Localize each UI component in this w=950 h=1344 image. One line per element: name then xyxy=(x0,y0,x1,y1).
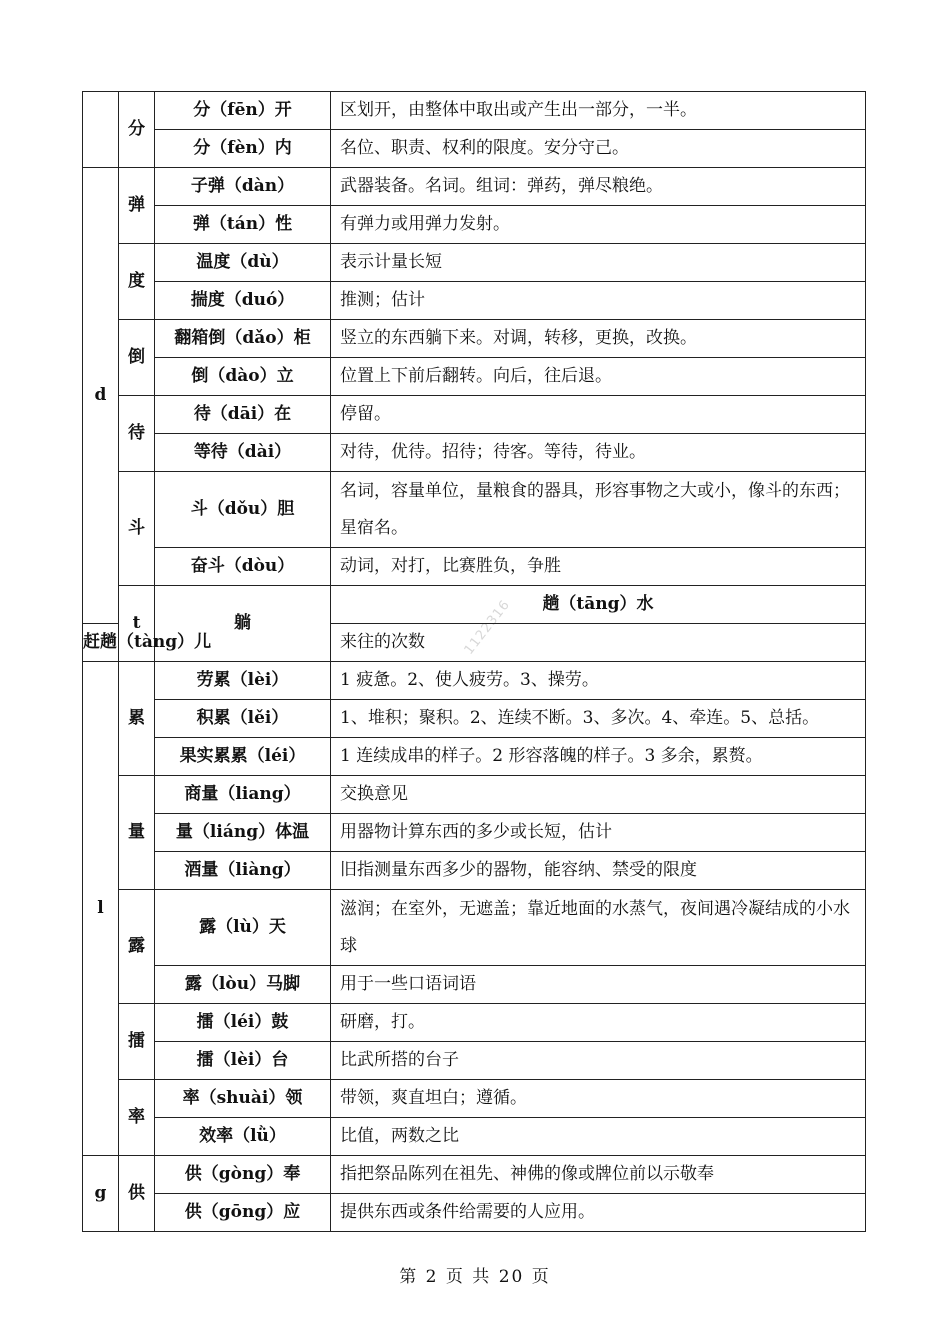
definition-cell: 竖立的东西躺下来。对调，转移，更换，改换。 xyxy=(331,320,866,358)
definition-cell: 1 疲惫。2、使人疲劳。3、操劳。 xyxy=(331,662,866,700)
word-cell: 商量（liang） xyxy=(155,776,331,814)
definition-cell: 1、堆积；聚积。2、连续不断。3、多次。4、牵连。5、总括。 xyxy=(331,700,866,738)
table-row xyxy=(83,700,866,738)
word-cell: 露（lòu）马脚 xyxy=(155,966,331,1004)
char-cell: 露 xyxy=(119,890,155,1004)
char-cell: 斗 xyxy=(119,472,155,586)
definition-cell: 指把祭品陈列在祖先、神佛的像或牌位前以示敬奉 xyxy=(331,1156,866,1194)
definition-cell: 交换意见 xyxy=(331,776,866,814)
letter-cell: d xyxy=(83,168,119,624)
table-row xyxy=(83,358,866,396)
word-cell: 擂（léi）鼓 xyxy=(155,1004,331,1042)
char-cell: 率 xyxy=(119,1080,155,1156)
table-row xyxy=(83,1194,866,1232)
word-cell: 赶趟（tàng）儿 xyxy=(83,624,119,662)
table-row xyxy=(83,890,866,966)
char-cell: 倒 xyxy=(119,320,155,396)
table-row xyxy=(83,586,866,624)
word-cell: 供（gōng）应 xyxy=(155,1194,331,1232)
char-cell: 度 xyxy=(119,244,155,320)
definition-cell: 比值，两数之比 xyxy=(331,1118,866,1156)
definition-cell: 比武所搭的台子 xyxy=(331,1042,866,1080)
word-cell: 露（lù）天 xyxy=(155,890,331,966)
definition-cell: 停留。 xyxy=(331,396,866,434)
table-row xyxy=(83,282,866,320)
definition-cell: 名词，容量单位，量粮食的器具，形容事物之大或小，像斗的东西；星宿名。 xyxy=(331,472,866,548)
table-row xyxy=(83,1156,866,1194)
word-cell: 量（liáng）体温 xyxy=(155,814,331,852)
letter-cell: g xyxy=(83,1156,119,1232)
definition-cell: 用于一些口语词语 xyxy=(331,966,866,1004)
table-row xyxy=(83,548,866,586)
word-cell: 倒（dào）立 xyxy=(155,358,331,396)
char-cell: 待 xyxy=(119,396,155,472)
definition-cell: 提供东西或条件给需要的人应用。 xyxy=(331,1194,866,1232)
table-row xyxy=(83,320,866,358)
word-cell: 分（fēn）开 xyxy=(155,92,331,130)
word-cell: 揣度（duó） xyxy=(155,282,331,320)
letter-cell xyxy=(83,92,119,168)
definition-cell: 带领，爽直坦白；遵循。 xyxy=(331,1080,866,1118)
word-cell: 分（fèn）内 xyxy=(155,130,331,168)
table-row xyxy=(83,814,866,852)
char-cell: 分 xyxy=(119,92,155,168)
definition-cell: 名位、职责、权利的限度。安分守己。 xyxy=(331,130,866,168)
definition-cell: 用器物计算东西的多少或长短，估计 xyxy=(331,814,866,852)
table-row xyxy=(83,130,866,168)
table-row xyxy=(83,852,866,890)
definition-cell: 对待，优待。招待；待客。等待，待业。 xyxy=(331,434,866,472)
char-cell: 躺 xyxy=(155,586,331,662)
letter-cell: t xyxy=(119,586,155,662)
table-row xyxy=(83,776,866,814)
table-row xyxy=(83,244,866,282)
word-cell: 积累（lěi） xyxy=(155,700,331,738)
word-cell: 果实累累（léi） xyxy=(155,738,331,776)
word-cell: 效率（lǜ） xyxy=(155,1118,331,1156)
word-cell: 等待（dài） xyxy=(155,434,331,472)
word-cell: 子弹（dàn） xyxy=(155,168,331,206)
word-cell: 待（dāi）在 xyxy=(155,396,331,434)
table-row xyxy=(83,434,866,472)
table-row xyxy=(83,966,866,1004)
definition-cell: 研磨，打。 xyxy=(331,1004,866,1042)
word-cell: 劳累（lèi） xyxy=(155,662,331,700)
definition-cell: 区划开，由整体中取出或产生出一部分，一半。 xyxy=(331,92,866,130)
definition-cell: 旧指测量东西多少的器物，能容纳、禁受的限度 xyxy=(331,852,866,890)
table-row xyxy=(83,1042,866,1080)
definition-cell: 推测；估计 xyxy=(331,282,866,320)
definition-cell: 有弹力或用弹力发射。 xyxy=(331,206,866,244)
word-cell: 翻箱倒（dǎo）柜 xyxy=(155,320,331,358)
definition-cell: 1 连续成串的样子。2 形容落魄的样子。3 多余，累赘。 xyxy=(331,738,866,776)
word-cell: 温度（dù） xyxy=(155,244,331,282)
definition-cell: 位置上下前后翻转。向后，往后退。 xyxy=(331,358,866,396)
definition-cell: 表示计量长短 xyxy=(331,244,866,282)
table-row xyxy=(83,738,866,776)
char-cell: 供 xyxy=(119,1156,155,1232)
table-row xyxy=(83,1118,866,1156)
watermark: 1122316 xyxy=(461,597,514,658)
page-footer: 第 2 页 共 20 页 xyxy=(399,1267,551,1287)
definition-cell: 来往的次数 xyxy=(331,624,866,662)
word-cell: 奋斗（dòu） xyxy=(155,548,331,586)
table-row xyxy=(83,396,866,434)
char-cell: 弹 xyxy=(119,168,155,244)
word-cell: 趟（tāng）水 xyxy=(331,586,866,624)
table-row xyxy=(83,1080,866,1118)
table-row xyxy=(83,472,866,548)
char-cell: 擂 xyxy=(119,1004,155,1080)
definition-cell: 动词，对打，比赛胜负，争胜 xyxy=(331,548,866,586)
word-cell: 供（gòng）奉 xyxy=(155,1156,331,1194)
char-cell: 累 xyxy=(119,662,155,776)
table-row xyxy=(83,662,866,700)
word-cell: 擂（lèi）台 xyxy=(155,1042,331,1080)
table-row xyxy=(83,206,866,244)
word-cell: 弹（tán）性 xyxy=(155,206,331,244)
definition-cell: 滋润；在室外，无遮盖；靠近地面的水蒸气，夜间遇冷凝结成的小水球 xyxy=(331,890,866,966)
table-row xyxy=(83,92,866,130)
word-cell: 斗（dǒu）胆 xyxy=(155,472,331,548)
polyphonic-character-table xyxy=(82,91,866,1232)
table-row xyxy=(83,168,866,206)
definition-cell: 武器装备。名词。组词：弹药，弹尽粮绝。 xyxy=(331,168,866,206)
word-cell: 酒量（liàng） xyxy=(155,852,331,890)
letter-cell: l xyxy=(83,662,119,1156)
char-cell: 量 xyxy=(119,776,155,890)
word-cell: 率（shuài）领 xyxy=(155,1080,331,1118)
table-row xyxy=(83,1004,866,1042)
